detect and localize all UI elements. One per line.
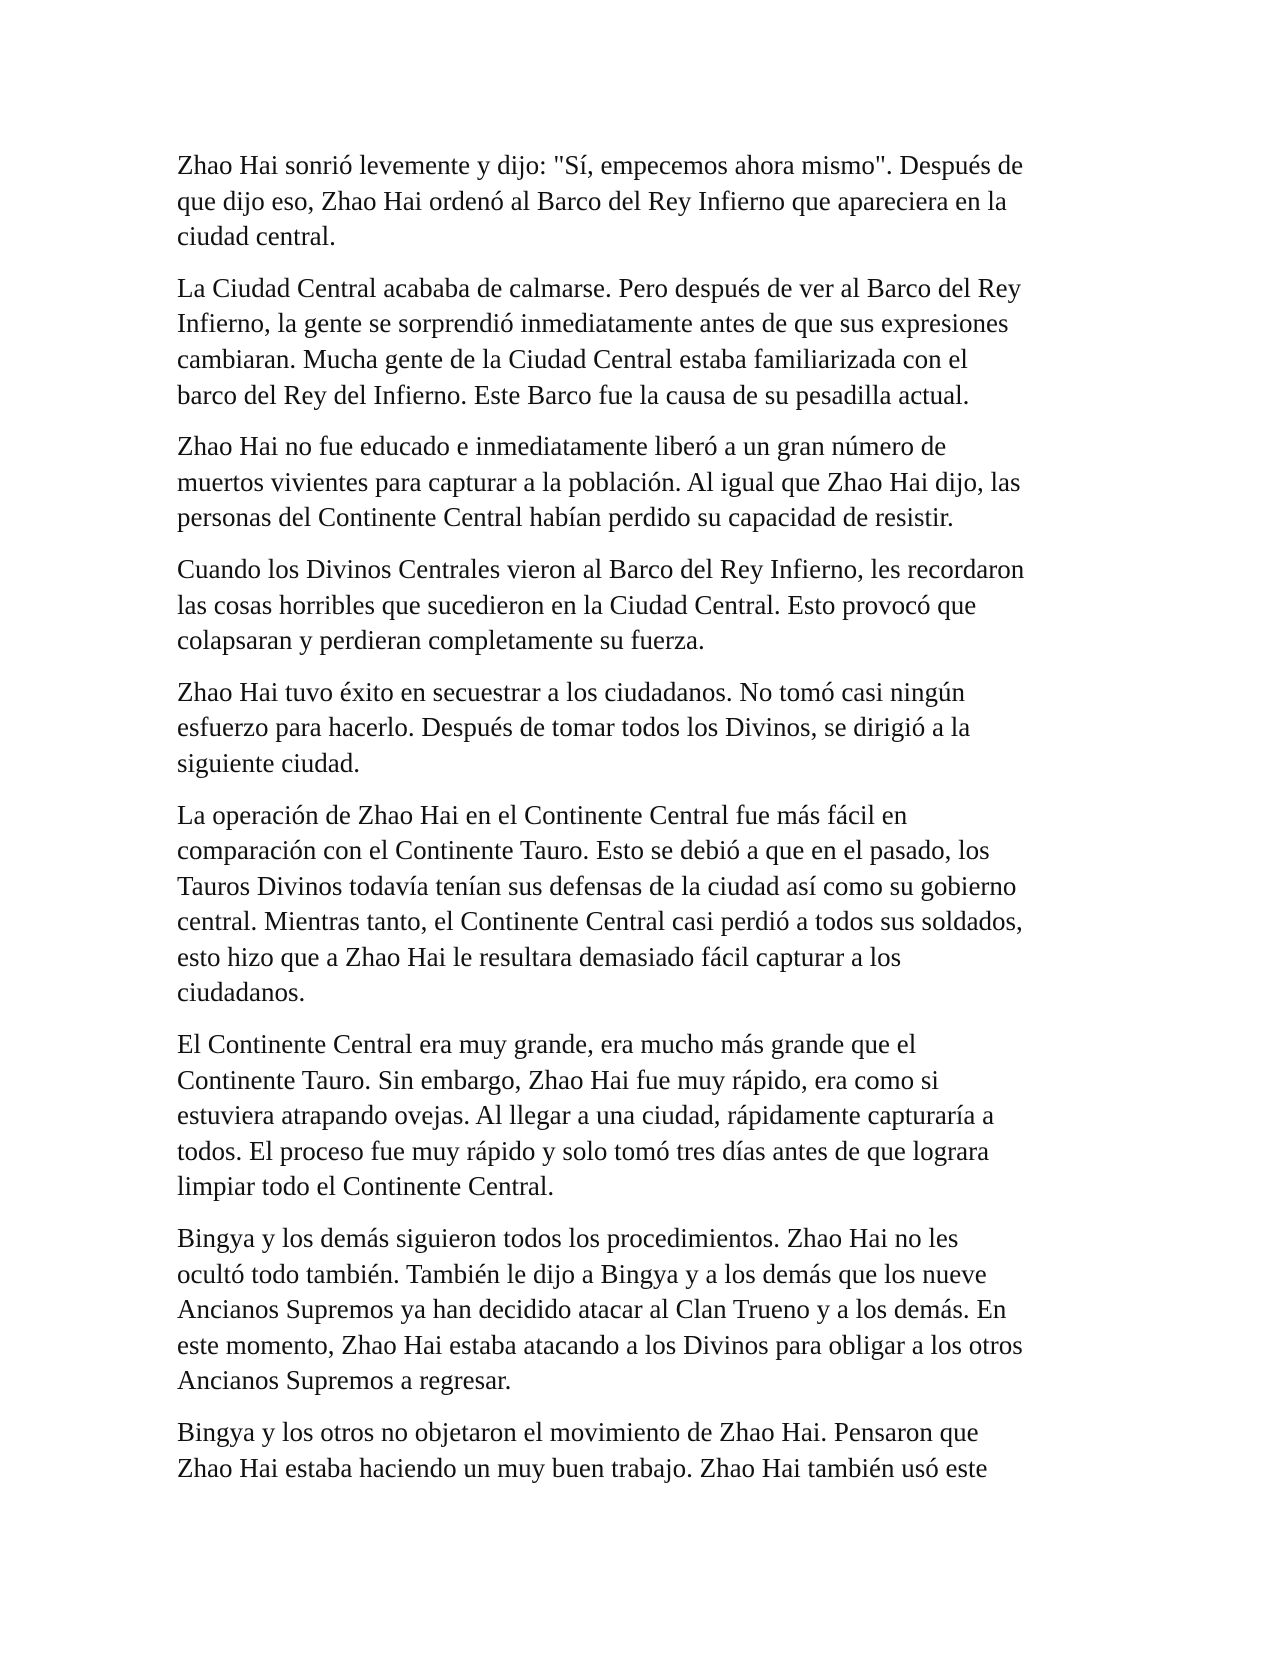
text-line: este momento, Zhao Hai estaba atacando a los Divinos para obligar a los otros: [177, 1329, 1023, 1360]
text-line: cambiaran. Mucha gente de la Ciudad Central estaba familiarizada con el: [177, 343, 968, 374]
text-line: limpiar todo el Continente Central.: [177, 1171, 555, 1202]
text-line: colapsaran y perdieran completamente su fuerza.: [177, 625, 705, 656]
text-line: todos. El proceso fue muy rápido y solo tomó tres días antes de que lograra: [177, 1135, 990, 1166]
text-line: Zhao Hai tuvo éxito en secuestrar a los ciudadanos. No tomó casi ningún: [177, 676, 966, 707]
text-line: ocultó todo también. También le dijo a Bingya y a los demás que los nueve: [177, 1258, 987, 1289]
text-line: Ancianos Supremos ya han decidido atacar al Clan Trueno y a los demás. En: [177, 1294, 1007, 1325]
paragraph: [177, 1221, 1117, 1399]
text-line: ciudad central.: [177, 221, 336, 252]
text-line: central. Mientras tanto, el Continente Central casi perdió a todos sus soldados,: [177, 906, 1023, 937]
paragraph: [177, 271, 1117, 413]
text-line: siguiente ciudad.: [177, 747, 360, 778]
text-line: Bingya y los otros no objetaron el movimiento de Zhao Hai. Pensaron que: [177, 1417, 979, 1447]
paragraph: [177, 1027, 1117, 1205]
text-line: Tauros Divinos todavía tenían sus defensas de la ciudad así como su gobierno: [177, 870, 1017, 901]
text-line: Bingya y los demás siguieron todos los procedimientos. Zhao Hai no les: [177, 1223, 959, 1254]
text-line: barco del Rey del Infierno. Este Barco fue la causa de su pesadilla actual.: [177, 379, 970, 410]
text-line: comparación con el Continente Tauro. Esto se debió a que en el pasado, los: [177, 835, 990, 866]
text-line: esto hizo que a Zhao Hai le resultara demasiado fácil capturar a los: [177, 941, 902, 972]
text-line: ciudadanos.: [177, 977, 306, 1008]
paragraph: [177, 675, 1117, 782]
text-line: las cosas horribles que sucedieron en la Ciudad Central. Esto provocó que: [177, 589, 977, 620]
text-line: La Ciudad Central acababa de calmarse. Pero después de ver al Barco del Rey: [177, 272, 1022, 303]
text-line: Zhao Hai estaba haciendo un muy buen trabajo. Zhao Hai también usó este: [177, 1452, 988, 1483]
text-line: Continente Tauro. Sin embargo, Zhao Hai fue muy rápido, era como si: [177, 1064, 939, 1095]
text-line: que dijo eso, Zhao Hai ordenó al Barco del Rey Infierno que apareciera en la: [177, 185, 1007, 216]
paragraph: [177, 552, 1117, 659]
text-line: El Continente Central era muy grande, era mucho más grande que el: [177, 1029, 917, 1060]
text-line: Zhao Hai sonrió levemente y dijo: "Sí, empecemos ahora mismo". Después de: [177, 150, 1024, 180]
paragraph: [177, 148, 1117, 255]
text-line: Ancianos Supremos a regresar.: [177, 1365, 512, 1396]
paragraph: [177, 1415, 1117, 1486]
paragraph: [177, 798, 1117, 1012]
text-line: La operación de Zhao Hai en el Continente Central fue más fácil en: [177, 799, 908, 830]
text-line: estuviera atrapando ovejas. Al llegar a una ciudad, rápidamente capturaría a: [177, 1100, 995, 1131]
text-line: esfuerzo para hacerlo. Después de tomar todos los Divinos, se dirigió a la: [177, 712, 971, 743]
text-line: Cuando los Divinos Centrales vieron al Barco del Rey Infierno, les recordaron: [177, 553, 1025, 584]
text-line: personas del Continente Central habían perdido su capacidad de resistir.: [177, 502, 954, 533]
document-page: [177, 148, 1117, 1502]
paragraph: [177, 429, 1117, 536]
text-line: Infierno, la gente se sorprendió inmediatamente antes de que sus expresiones: [177, 308, 1009, 339]
text-line: Zhao Hai no fue educado e inmediatamente liberó a un gran número de: [177, 431, 947, 462]
text-line: muertos vivientes para capturar a la población. Al igual que Zhao Hai dijo, las: [177, 466, 1021, 497]
